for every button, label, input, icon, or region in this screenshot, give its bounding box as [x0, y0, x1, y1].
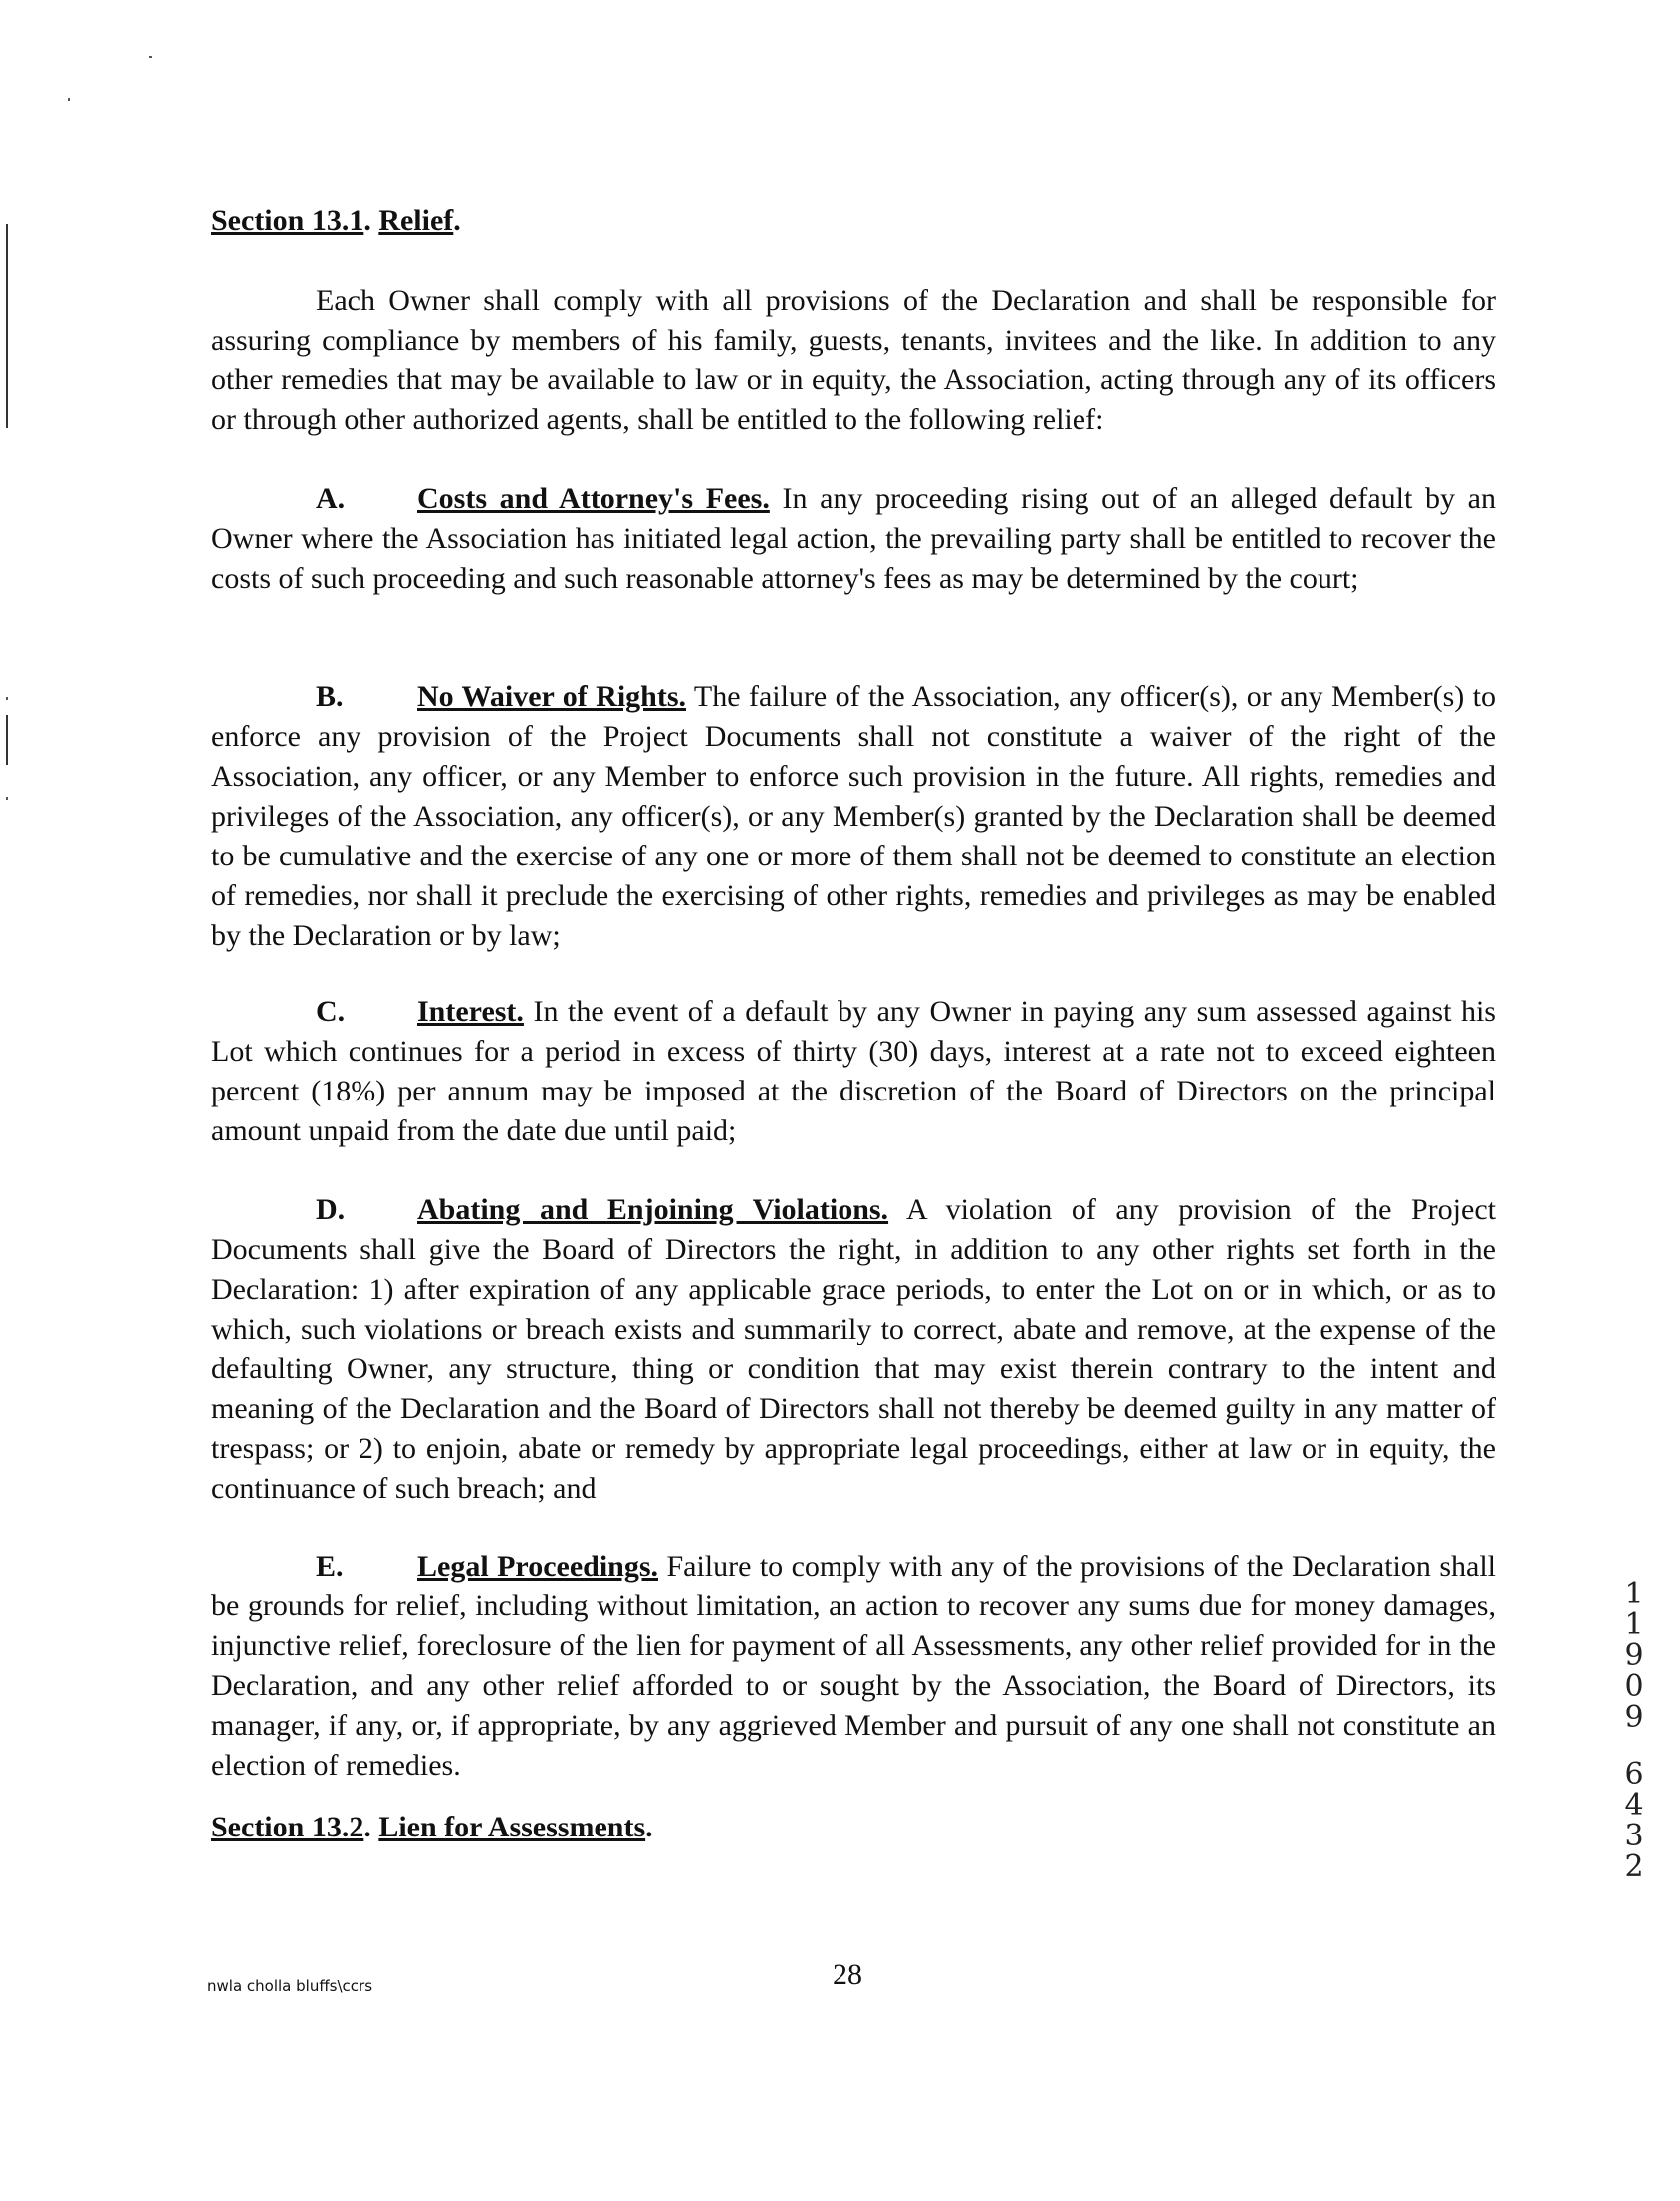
page-number: 28: [833, 1958, 862, 1991]
item-body: Failure to comply with any of the provisions of the Declaration shall be grounds for relief, including without limitation, an action to recover any sums due for money damages, injunctive relief, foreclosure of the lien for payment of all Assessments, any other relief provided for in the Declaration, and any other relief afforded to or sought by the Association, the Board of Directors, its manager, if any, or, if appropriate, by any aggrieved Member and pursuit of any one shall not constitute an election of remedies.: [211, 1550, 1496, 1782]
item-body: A violation of any provision of the Project Documents shall give the Board of Directors the right, in addition to any other rights set forth in the Declaration: 1) after expiration of any applicable grace periods, to enter the Lot on or in which, or as to which, such violations or breach exists and summarily to correct, abate and remove, at the expense of the defaulting Owner, any structure, thing or condition that may exist therein contrary to the intent and meaning of the Declaration and the Board of Directors shall not thereby be deemed guilty in any matter of trespass; or 2) to enjoin, abate or remedy by appropriate legal proceedings, either at law or in equity, the continuance of such breach; and: [211, 1193, 1496, 1505]
item-title: Abating and Enjoining Violations.: [417, 1193, 889, 1226]
item-letter: C.: [316, 995, 346, 1028]
item-d-paragraph: [211, 1190, 1496, 1509]
section-number: Section 13.2: [211, 1811, 364, 1843]
item-title: Costs and Attorney's Fees.: [417, 482, 770, 515]
stamp-digit: 9: [1624, 1700, 1644, 1735]
scan-speck: [68, 98, 70, 101]
item-title: Legal Proceedings.: [417, 1550, 659, 1583]
stamp-digit: 1: [1624, 1577, 1644, 1611]
stamp-digit: 0: [1624, 1669, 1644, 1704]
item-body: The failure of the Association, any officer(s), or any Member(s) to enforce any provision of the Project Documents shall not constitute a waiver of the right of the Association, any officer, or any Member to enforce such provision in the future. All rights, remedies and privileges of the Association, any officer(s), or any Member(s) granted by the Declaration shall be deemed to be cumulative and the exercise of any one or more of them shall not be deemed to constitute an election of remedies, nor shall it preclude the exercising of other rights, remedies and privileges as may be enabled by the Declaration or by law;: [211, 680, 1497, 952]
footer-file-reference: nwla cholla bluffs\ccrs: [207, 1977, 373, 1995]
item-a-paragraph: [211, 479, 1496, 599]
item-body: In any proceeding rising out of an alleged default by an Owner where the Association has initiated legal action, the prevailing party shall be entitled to recover the costs of such proceeding and such reasonable attorney's fees as may be determined by the court;: [211, 482, 1496, 595]
stamp-digit: 3: [1624, 1819, 1644, 1853]
section-13-1-heading: Section 13.1. Relief.: [211, 204, 461, 237]
item-letter: B.: [316, 680, 344, 713]
stamp-gap: [1621, 1733, 1647, 1759]
section-title: Lien for Assessments: [378, 1811, 646, 1843]
stamp-digit: 2: [1624, 1849, 1644, 1884]
scan-speck: [6, 697, 8, 700]
item-b-paragraph: [211, 677, 1496, 956]
section-13-2-heading: Section 13.2. Lien for Assessments.: [211, 1811, 653, 1843]
item-letter: D.: [316, 1193, 346, 1226]
stamp-digit: 4: [1624, 1788, 1644, 1823]
item-c-paragraph: [211, 992, 1496, 1151]
stamp-digit: 6: [1624, 1757, 1644, 1792]
item-letter: E.: [316, 1550, 344, 1583]
item-title: Interest.: [417, 995, 524, 1028]
scan-speck: [149, 56, 152, 58]
intro-paragraph: Each Owner shall comply with all provisions of the Declaration and shall be responsible for assuring compliance by members of his family, guests, tenants, invitees and the like. In addition to any other remedies that may be available to law or in equity, the Association, acting through any of its officers or through other authorized agents, shall be entitled to the following relief:: [211, 284, 1496, 436]
section-title: Relief: [378, 204, 454, 237]
scan-speck: [6, 797, 8, 800]
stamp-digit: 9: [1624, 1638, 1644, 1673]
recording-number-stamp: [1621, 1579, 1647, 1882]
item-title: No Waiver of Rights.: [417, 680, 687, 713]
margin-change-bar: [6, 224, 8, 428]
item-letter: A.: [316, 482, 346, 515]
margin-change-bar: [6, 715, 8, 765]
item-body: In the event of a default by any Owner in paying any sum assessed against his Lot which continues for a period in excess of thirty (30) days, interest at a rate not to exceed eighteen percent (18%) per annum may be imposed at the discretion of the Board of Directors on the principal amount unpaid from the date due until paid;: [211, 995, 1496, 1147]
stamp-digit: 1: [1624, 1607, 1644, 1642]
section-number: Section 13.1: [211, 204, 364, 237]
item-e-paragraph: [211, 1547, 1496, 1786]
